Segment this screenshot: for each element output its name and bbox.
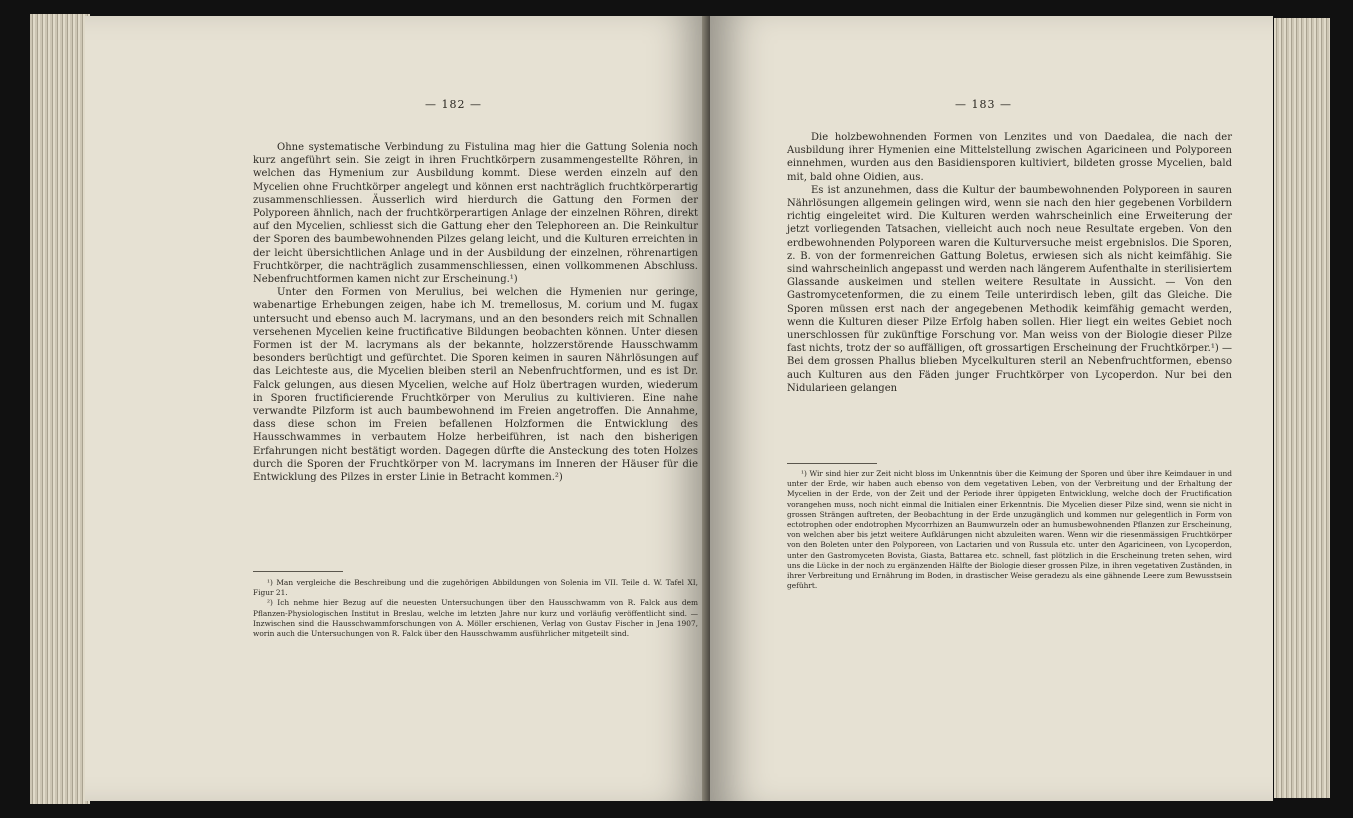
footnote: ²) Ich nehme hier Bezug auf die neuesten Untersuchungen über den Hausschwamm von R. Falck aus dem Pflanzen-Physiologischen Institut in Breslau, welche im letzten Jahre nur kurz und vorläufig veröffentlicht sind. — Inzwischen sind die Hausschwammforschungen von A. Möller erschienen, Verlag von Gustav Fischer in Jena 1907, worin auch die Untersuchungen von R. Falck über den Hausschwamm ausführlicher mitgeteilt sind. xyxy=(253,598,698,639)
paragraph: Es ist anzunehmen, dass die Kultur der baumbewohnenden Polyporeen in sauren Nährlösungen allgemein gelingen wird, wenn sie nach den hier gegebenen Vorbildern richtig eingeleitet wird. Die Kulturen werden wahrscheinlich eine Erweiterung der jetzt vorliegenden Tatsachen, vielleicht auch noch neue Resultate ergeben. Von den erdbewohnenden Polyporeen waren die Kulturversuche meist ergebnislos. Die Sporen, z. B. von der formenreichen Gattung Boletus, erwiesen sich als nicht keimfähig. Sie sind wahrscheinlich angepasst und werden nach längerem Aufenthalte in sterilisiertem Glassande auskeimen und stellen weitere Resultate in Aussicht. — Von den Gastromycetenformen, die zu einem Teile unterirdisch leben, gilt das Gleiche. Die Sporen müssen erst nach der angegebenen Methodik keimfähig gemacht werden, wenn die Kulturen dieser Pilze Erfolg haben sollen. Hier liegt ein weites Gebiet noch unerschlossen für zukünftige Forschung vor. Man weiss von der Biologie dieser Pilze fast nichts, trotz der so auffälligen, oft grossartigen Erscheinung der Fruchtkörper.¹) — Bei dem grossen Phallus blieben Mycelkulturen steril an Nebenfruchtformen, ebenso auch Kulturen aus den Fäden junger Fruchtkörper von Lycoperdon. Nur bei den Nidularieen gelangen xyxy=(787,184,1232,394)
right-page xyxy=(710,16,1273,801)
page-edges-left xyxy=(30,14,90,804)
body-text xyxy=(787,131,1232,395)
page-edges-right xyxy=(1274,18,1330,798)
page-number: — 182 — xyxy=(425,98,482,111)
page-number: — 183 — xyxy=(955,98,1012,111)
paragraph: Ohne systematische Verbindung zu Fistulina mag hier die Gattung Solenia noch kurz angeführt sein. Sie zeigt in ihren Fruchtkörpern zusammengestellte Röhren, in welchen das Hymenium zur Ausbildung kommt. Diese werden einzeln auf den Mycelien ohne Fruchtkörper angelegt und können erst nachträglich fruchtkörperartig zusammenschliessen. Äusserlich wird hierdurch die Gattung den Formen der Polyporeen ähnlich, nach der fruchtkörperartigen Anlage der einzelnen Röhren, direkt auf den Mycelien, schliesst sich die Gattung eher den Telephoreen an. Die Reinkultur der Sporen des baumbewohnenden Pilzes gelang leicht, und die Kulturen erreichten in der leicht übersichtlichen Anlage und in der Ausbildung der einzelnen, röhrenartigen Fruchtkörper, die nachträglich zusammenschliessen, einen vollkommenen Abschluss. Nebenfruchtformen kamen nicht zur Erscheinung.¹) xyxy=(253,142,698,286)
paragraph: Die holzbewohnenden Formen von Lenzites und von Daedalea, die nach der Ausbildung ihrer Hymenien eine Mittelstellung zwischen Agaricineen und Polyporeen einnehmen, wurden aus den Basidiensporen kultiviert, bildeten grosse Mycelien, bald mit, bald ohne Oidien, aus. xyxy=(787,132,1232,183)
left-page xyxy=(85,16,710,801)
footnote-rule xyxy=(253,571,343,572)
footnotes xyxy=(253,578,698,639)
footnote: ¹) Wir sind hier zur Zeit nicht bloss im Unkenntnis über die Keimung der Sporen und über ihre Keimdauer in und unter der Erde, wir haben auch ebenso von dem vegetativen Leben, von der Verbreitung und der Erhaltung der Mycelien in der Erde, von der Zeit und der Periode ihrer üppigeten Entwicklung, welche doch der Fructification vorangehen muss, noch nicht einmal die Initialen einer Erkenntnis. Die Mycelien dieser Pilze sind, wenn sie nicht in grossen Strängen auftreten, der Beobachtung in der Erde unzugänglich und kommen nur gelegentlich in Form von ectotrophen oder endotrophen Mycorrhizen an Baumwurzeln oder an humusbewohnenden Pflanzen zur Erscheinung, von welchen aber bis jetzt weitere Aufklärungen nicht abzuleiten waren. Wenn wir die riesenmässigen Fruchtkörper von den Boleten unter den Polyporeen, von Lactarien und von Russula etc. unter den Agaricineen, von Lycoperdon, unter den Gastromyceten Bovista, Giasta, Battarea etc. schnell, fast plötzlich in die Erscheinung treten sehen, wird uns die Lücke in der noch zu ergänzenden Hälfte der Biologie dieser grossen Pilze, in ihren vegetativen Zuständen, in ihrer Verbreitung und Ernährung im Boden, in drastischer Weise geradezu als eine gähnende Leere zum Bewusstsein geführt. xyxy=(787,469,1232,591)
footnote: ¹) Man vergleiche die Beschreibung und die zugehörigen Abbildungen von Solenia im VII. Teile d. W. Tafel XI, Figur 21. xyxy=(253,578,698,598)
footnote-rule xyxy=(787,463,877,464)
paragraph: Unter den Formen von Merulius, bei welchen die Hymenien nur geringe, wabenartige Erhebungen zeigen, habe ich M. tremellosus, M. corium und M. fugax untersucht und ebenso auch M. lacrymans, und an den besonders reich mit Schnallen versehenen Mycelien keine fructificative Bildungen beobachten können. Unter diesen Formen ist der M. lacrymans als der bekannte, holzzerstörende Hausschwamm besonders berüchtigt und gefürchtet. Die Sporen keimen in sauren Nährlösungen auf das Leichteste aus, die Mycelien bleiben steril an Nebenfruchtformen, und es ist Dr. Falck gelungen, aus diesen Mycelien, welche auf Holz übertragen wurden, wiederum in Sporen fructificierende Fruchtkörper von Merulius zu kultivieren. Eine nahe verwandte Pilzform ist auch baumbewohnend im Freien angetroffen. Die Annahme, dass diese schon im Freien befallenen Holzformen die Entwicklung des Hausschwammes in verbautem Holze herbeiführen, ist nach den bisherigen Erfahrungen nicht bestätigt worden. Dagegen dürfte die Ansteckung des toten Holzes durch die Sporen der Fruchtkörper von M. lacrymans im Inneren der Häuser für die Entwicklung des Pilzes in erster Linie in Betracht kommen.²) xyxy=(253,287,698,484)
body-text xyxy=(253,141,698,484)
footnotes xyxy=(787,469,1232,591)
book-spread xyxy=(30,6,1330,811)
